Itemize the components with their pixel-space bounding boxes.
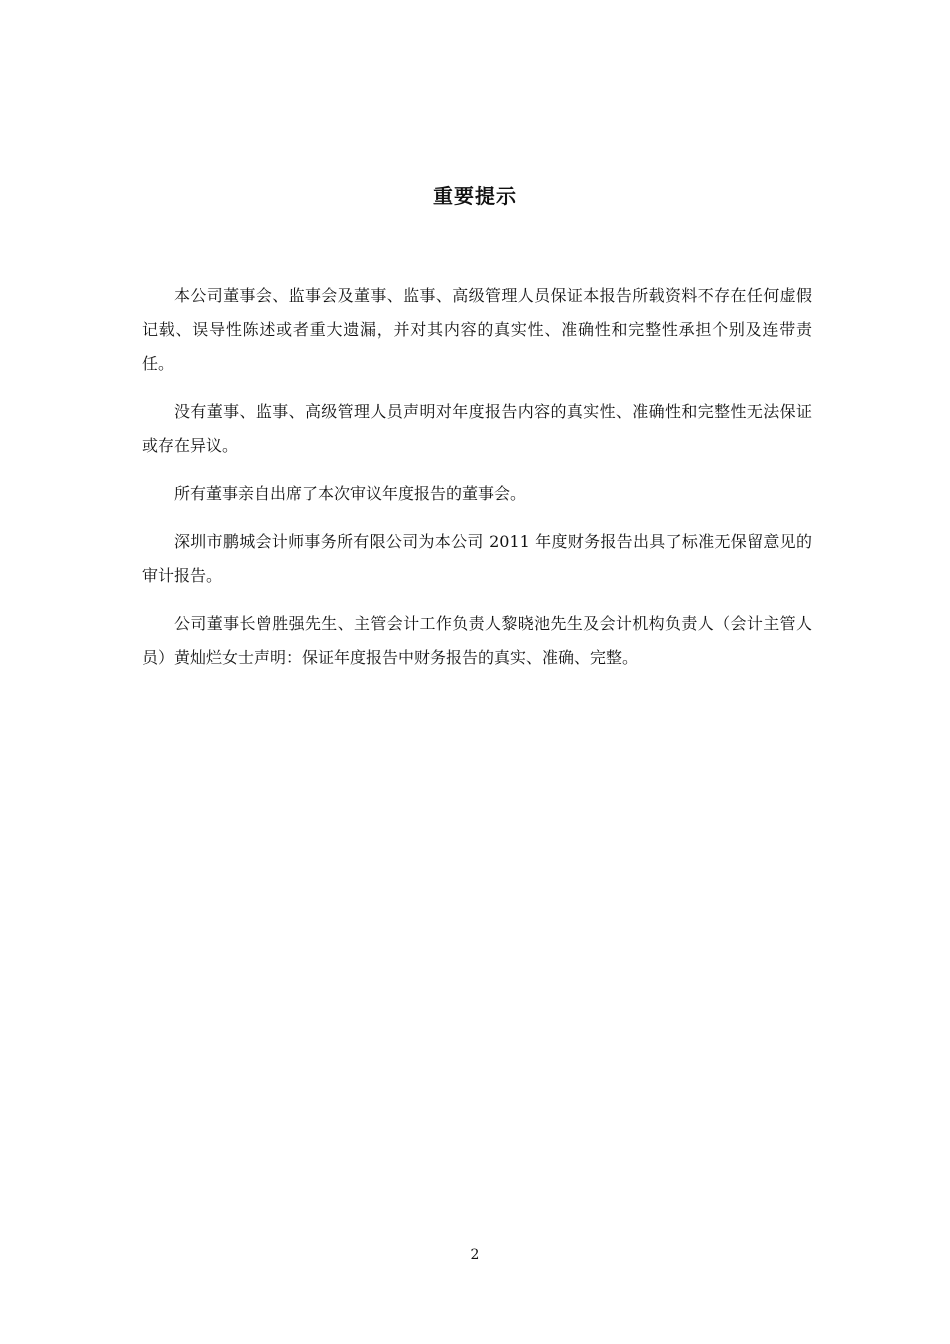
paragraph-responsibility: 本公司董事会、监事会及董事、监事、高级管理人员保证本报告所载资料不存在任何虚假记载、误导性陈述或者重大遗漏，并对其内容的真实性、准确性和完整性承担个别及连带责任。	[142, 286, 812, 373]
page-title: 重要提示	[433, 184, 517, 208]
notice-body	[142, 279, 812, 689]
page-number: 2	[470, 1247, 480, 1263]
paragraph-audit-opinion: 深圳市鹏城会计师事务所有限公司为本公司 2011 年度财务报告出具了标准无保留意见的审计报告。	[142, 532, 812, 585]
paragraph-financial-statement-declaration: 公司董事长曾胜强先生、主管会计工作负责人黎晓池先生及会计机构负责人（会计主管人员）黄灿烂女士声明：保证年度报告中财务报告的真实、准确、完整。	[142, 614, 812, 667]
paragraph-board-attendance: 所有董事亲自出席了本次审议年度报告的董事会。	[174, 484, 527, 503]
paragraph-no-objection: 没有董事、监事、高级管理人员声明对年度报告内容的真实性、准确性和完整性无法保证或存在异议。	[142, 402, 812, 455]
